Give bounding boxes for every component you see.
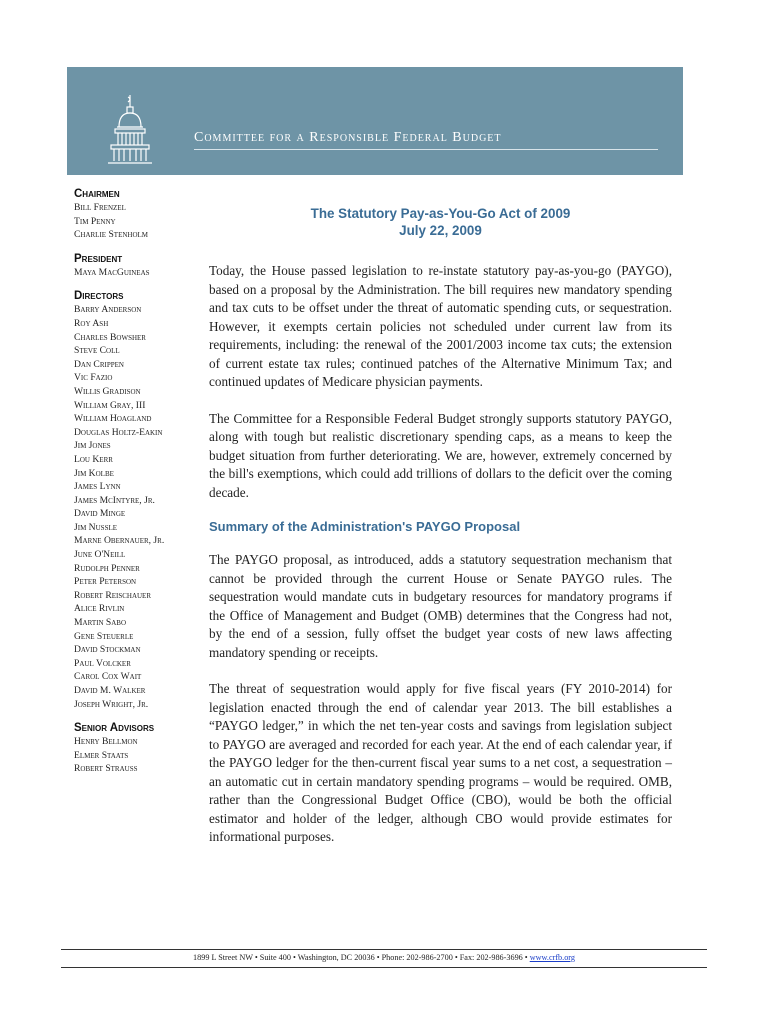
board-member-name: David Stockman [74, 644, 141, 656]
document-date: July 22, 2009 [399, 223, 482, 238]
board-member-name: Carol Cox Wait [74, 671, 142, 683]
board-member-name: Steve Coll [74, 345, 120, 357]
paragraph-position: The Committee for a Responsible Federal Budget strongly supports statutory PAYGO, along with tough but realistic discretionary spending caps, as a means to keep the budget situation from further deteriorating. We are, however, extremely concerned by the bill's exemptions, which could add trillions of dollars to the deficit over the coming decade. [209, 410, 672, 500]
sidebar-section-title: Directors [74, 290, 124, 303]
sidebar-section [74, 721, 200, 776]
board-member-name: Robert Reischauer [74, 589, 152, 601]
footer-rule-top [61, 949, 707, 950]
board-member-name: Gene Steuerle [74, 630, 134, 642]
board-member-name: Peter Peterson [74, 576, 137, 588]
board-member-name: June O'Neill [74, 549, 126, 561]
board-member-name: Jim Nussle [74, 521, 118, 533]
board-member-name: Alice Rivlin [74, 603, 125, 615]
sidebar-section [74, 289, 200, 711]
board-member-name: William Gray, III [74, 399, 146, 411]
paragraph-intro: Today, the House passed legislation to re-instate statutory pay-as-you-go (PAYGO), based on a proposal by the Administration. The bill requires new mandatory spending and tax cuts to be offset under the threat of automatic spending cuts, or sequestration. However, it exempts certain policies not scheduled under current law from its requirements, including: the renewal of the 2001/2003 income tax cuts; the extension of current estate tax rules; continued patches of the Alternative Minimum Tax; and continued updates of Medicare physician payments. [209, 263, 672, 389]
board-member-name: Henry Bellmon [74, 736, 138, 748]
organization-name: Committee for a Responsible Federal Budget [194, 130, 502, 145]
board-member-name: Roy Ash [74, 317, 109, 329]
header-rule [194, 149, 658, 150]
paragraph-proposal: The PAYGO proposal, as introduced, adds a statutory sequestration mechanism that cannot be provided through the current House or Senate PAYGO rules. The sequestration would mandate cuts in budgetary resources for mandatory programs if the Office of Management and Budget (OMB) determines that the Congress had not, by the end of a session, fully offset the budget year costs of new laws affecting mandatory spending or receipts. [209, 552, 672, 660]
board-member-name: David M. Walker [74, 685, 146, 696]
board-member-name: Dan Crippen [74, 358, 124, 370]
website-link[interactable]: www.crfb.org [529, 953, 575, 962]
footer-address: 1899 L Street NW • Suite 400 • Washington, DC 20036 • Phone: 202-986-2700 • Fax: 202-986-3696 • [193, 953, 530, 962]
board-member-name: Robert Strauss [74, 763, 138, 775]
board-member-name: William Hoagland [74, 413, 152, 425]
board-member-name: Douglas Holtz-Eakin [74, 426, 163, 438]
board-member-name: Paul Volcker [74, 657, 131, 669]
board-member-name: Jim Jones [74, 440, 111, 452]
section-heading: Summary of the Administration's PAYGO Proposal [209, 519, 521, 534]
board-member-name: Jim Kolbe [74, 467, 114, 479]
main-content [209, 205, 672, 847]
board-member-name: Charlie Stenholm [74, 229, 149, 241]
board-member-name: Vic Fazio [74, 372, 113, 384]
board-sidebar [74, 187, 200, 786]
sidebar-section [74, 187, 200, 242]
board-member-name: Rudolph Penner [74, 562, 140, 574]
document-title: The Statutory Pay-as-You-Go Act of 2009 [310, 206, 571, 221]
capitol-dome-icon [105, 93, 155, 169]
sidebar-section [74, 252, 200, 280]
board-member-name: Lou Kerr [74, 453, 113, 465]
board-member-name: Maya MacGuineas [74, 266, 150, 278]
board-member-name: Willis Gradison [74, 385, 141, 397]
board-member-name: Charles Bowsher [74, 331, 146, 343]
sidebar-section-title: President [74, 252, 123, 265]
header-banner [67, 67, 683, 175]
sidebar-section-title: Senior Advisors [74, 722, 155, 735]
board-member-name: James McIntyre, Jr. [74, 494, 155, 506]
paragraph-sequestration: The threat of sequestration would apply for five fiscal years (FY 2010-2014) for legislation enacted through the end of calendar year 2013. The bill establishes a “PAYGO ledger,” in which the net ten-year costs and savings from legislation subject to PAYGO are averaged and recorded for each year. At the end of each calendar year, if the PAYGO ledger for the then-current fiscal year sums to a net cost, a sequestration – an automatic cut in certain mandatory spending programs – would be required. OMB, rather than the Congressional Budget Office (CBO), would be both the official estimator and holder of the ledger, although CBO would provide estimates for informational purposes. [209, 681, 672, 844]
sidebar-section-title: Chairmen [74, 188, 120, 200]
board-member-name: Joseph Wright, Jr. [74, 698, 149, 710]
board-member-name: Bill Frenzel [74, 202, 126, 213]
board-member-name: Barry Anderson [74, 304, 142, 316]
board-member-name: David Minge [74, 508, 126, 520]
board-member-name: Martin Sabo [74, 617, 127, 629]
board-member-name: James Lynn [74, 481, 121, 493]
footer-rule-bottom [61, 967, 707, 968]
board-member-name: Elmer Staats [74, 749, 129, 761]
board-member-name: Tim Penny [74, 215, 116, 227]
footer [61, 953, 707, 962]
board-member-name: Marne Obernauer, Jr. [74, 535, 165, 547]
